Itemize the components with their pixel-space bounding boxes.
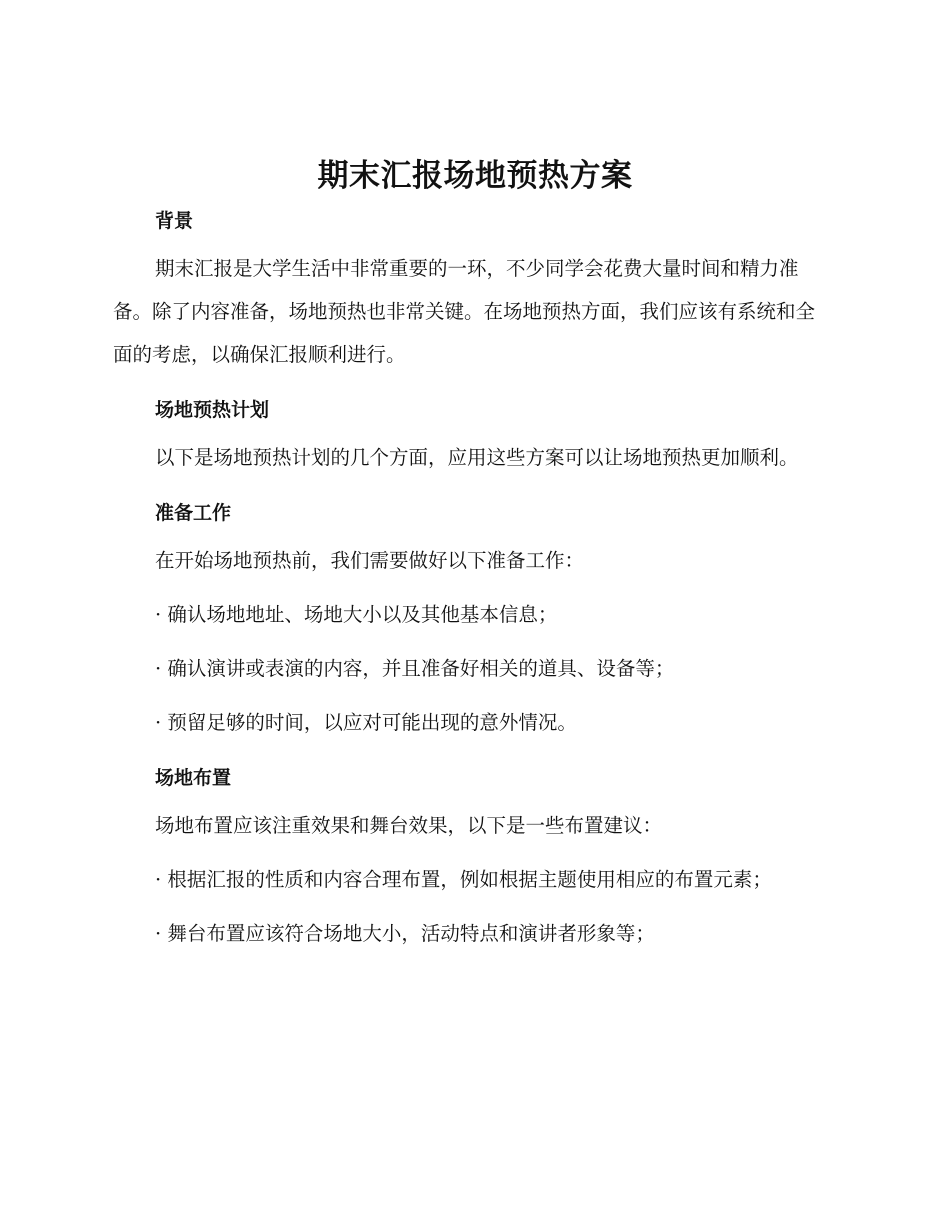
section-heading-preparation: 准备工作 <box>155 502 232 524</box>
layout-intro: 场地布置应该注重效果和舞台效果，以下是一些布置建议： <box>155 814 663 837</box>
list-item: · 根据汇报的性质和内容合理布置，例如根据主题使用相应的布置元素； <box>155 868 772 891</box>
plan-paragraph: 以下是场地预热计划的几个方面，应用这些方案可以让场地预热更加顺利。 <box>155 446 799 469</box>
document-title: 期末汇报场地预热方案 <box>317 158 633 194</box>
section-heading-layout: 场地布置 <box>155 767 232 789</box>
list-item: · 确认场地地址、场地大小以及其他基本信息； <box>155 603 558 626</box>
background-paragraph: 期末汇报是大学生活中非常重要的一环，不少同学会花费大量时间和精力准备。除了内容准备，场地预热也非常关键。在场地预热方面，我们应该有系统和全面的考虑，以确保汇报顺利进行。 <box>113 257 816 366</box>
document-body <box>113 206 833 955</box>
preparation-intro: 在开始场地预热前，我们需要做好以下准备工作： <box>155 549 585 572</box>
section-heading-background: 背景 <box>155 210 194 232</box>
list-item: · 确认演讲或表演的内容，并且准备好相关的道具、设备等； <box>155 657 675 680</box>
list-item: · 舞台布置应该符合场地大小，活动特点和演讲者形象等； <box>155 922 655 945</box>
list-item: · 预留足够的时间，以应对可能出现的意外情况。 <box>155 711 577 734</box>
section-heading-plan: 场地预热计划 <box>155 399 270 421</box>
